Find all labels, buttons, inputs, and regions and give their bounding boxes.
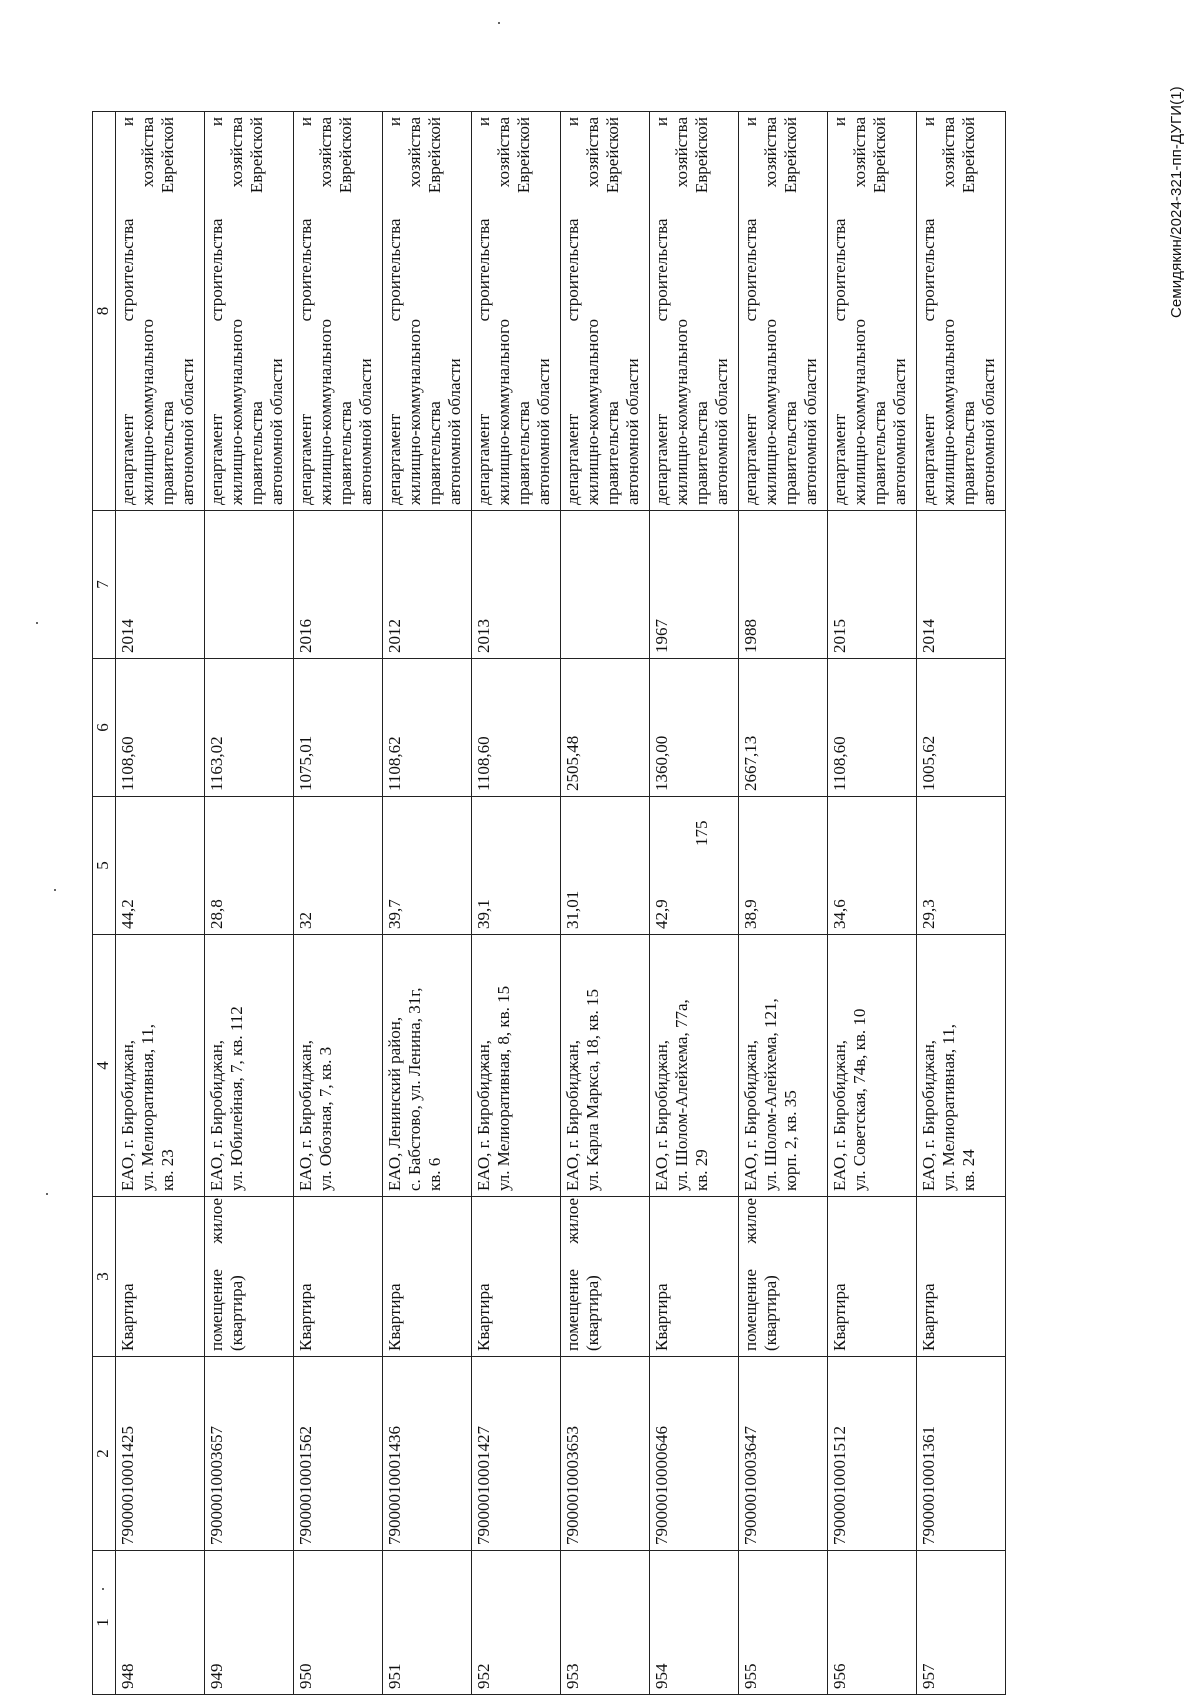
property-code: 79000010001436 <box>385 1426 404 1545</box>
table-row <box>116 112 205 1695</box>
document-code: Семидякин/2024-321-пп-ДУГИ(1) <box>1168 86 1185 318</box>
table-row <box>739 112 828 1695</box>
owner-line: правительства Еврейской <box>514 117 533 505</box>
property-value: 1108,60 <box>474 736 493 791</box>
table-row <box>294 112 383 1695</box>
col-header: 6 <box>93 659 116 797</box>
cell-address <box>116 935 205 1197</box>
cell-number <box>294 1551 383 1695</box>
cell-type <box>917 1197 1006 1357</box>
property-type-line: (квартира) <box>761 1275 780 1351</box>
cell-code <box>650 1357 739 1551</box>
cell-value <box>205 659 294 797</box>
property-type: Квартира <box>919 1283 938 1351</box>
scan-speck <box>498 22 500 24</box>
table-body <box>116 112 1006 1695</box>
col-header: 2 <box>93 1357 116 1551</box>
cell-area <box>561 797 650 935</box>
owner-line: автономной области <box>801 358 820 505</box>
property-code: 79000010001427 <box>474 1426 493 1545</box>
cell-value <box>383 659 472 797</box>
property-area: 39,1 <box>474 899 493 929</box>
owner-line: жилищно-коммунального хозяйства <box>405 117 424 505</box>
property-value: 1108,62 <box>385 736 404 791</box>
owner-line: департамент строительства и <box>296 117 315 505</box>
cell-address <box>561 935 650 1197</box>
row-number: 955 <box>741 1663 760 1689</box>
cell-address <box>294 935 383 1197</box>
scan-speck <box>46 1193 48 1195</box>
owner-line: автономной области <box>267 358 286 505</box>
property-value: 2667,13 <box>741 735 760 791</box>
table-row <box>917 112 1006 1695</box>
owner-line: жилищно-коммунального хозяйства <box>583 117 602 505</box>
cell-owner <box>116 112 205 511</box>
cell-area <box>294 797 383 935</box>
cell-value <box>472 659 561 797</box>
cell-area <box>650 797 739 935</box>
cell-year <box>561 511 650 659</box>
owner-line: департамент строительства и <box>919 117 938 505</box>
cell-owner <box>383 112 472 511</box>
cell-code <box>917 1357 1006 1551</box>
row-number: 956 <box>830 1663 849 1689</box>
property-type: Квартира <box>830 1283 849 1351</box>
owner-line: правительства Еврейской <box>336 117 355 505</box>
cell-number <box>561 1551 650 1695</box>
property-type-line: помещение <box>563 1269 582 1351</box>
cell-type <box>739 1197 828 1357</box>
owner-line: автономной области <box>712 358 731 505</box>
property-code: 79000010001512 <box>830 1426 849 1545</box>
table-row <box>650 112 739 1695</box>
table-row <box>205 112 294 1695</box>
cell-value <box>917 659 1006 797</box>
property-address: ЕАО, г. Биробиджан, ул. Шолом-Алейхема, 77а, кв. 29 <box>652 999 711 1191</box>
col-header: 3 <box>93 1197 116 1357</box>
owner-line: правительства Еврейской <box>692 117 711 505</box>
table-row <box>472 112 561 1695</box>
property-address: ЕАО, г. Биробиджан, ул. Шолом-Алейхема, 121, корп. 2, кв. 35 <box>741 998 800 1191</box>
property-type-line: помещение <box>741 1269 760 1351</box>
property-year: 2012 <box>385 619 404 653</box>
owner-line: департамент строительства и <box>563 117 582 505</box>
owner-line: департамент строительства и <box>118 117 137 505</box>
property-code: 79000010003657 <box>207 1426 226 1545</box>
property-address: ЕАО, г. Биробиджан, ул. Карла Маркса, 18, кв. 15 <box>563 988 602 1191</box>
cell-year <box>383 511 472 659</box>
property-year: 1988 <box>741 619 760 653</box>
cell-area <box>739 797 828 935</box>
property-year: 1967 <box>652 619 671 653</box>
owner-line: правительства Еврейской <box>158 117 177 505</box>
col-header: 4 <box>93 935 116 1197</box>
cell-number <box>739 1551 828 1695</box>
row-number: 949 <box>207 1663 226 1689</box>
cell-area <box>383 797 472 935</box>
cell-address <box>828 935 917 1197</box>
cell-value <box>561 659 650 797</box>
owner-line: жилищно-коммунального хозяйства <box>761 117 780 505</box>
owner-line: правительства Еврейской <box>781 117 800 505</box>
owner-line: жилищно-коммунального хозяйства <box>316 117 335 505</box>
owner-line: автономной области <box>979 358 998 505</box>
property-address: ЕАО, г. Биробиджан, ул. Советская, 74в, кв. 10 <box>830 1008 869 1191</box>
owner-line: жилищно-коммунального хозяйства <box>494 117 513 505</box>
cell-type <box>116 1197 205 1357</box>
row-number: 951 <box>385 1663 404 1689</box>
cell-owner <box>561 112 650 511</box>
cell-address <box>739 935 828 1197</box>
cell-number <box>116 1551 205 1695</box>
row-number: 957 <box>919 1663 938 1689</box>
cell-type <box>828 1197 917 1357</box>
property-area: 38,9 <box>741 899 760 929</box>
cell-owner <box>472 112 561 511</box>
table-row <box>383 112 472 1695</box>
property-year: 2014 <box>919 619 938 653</box>
owner-line: департамент строительства и <box>385 117 404 505</box>
property-type-tail: жилое <box>207 1198 226 1244</box>
header-row <box>93 112 116 1695</box>
cell-type <box>383 1197 472 1357</box>
owner-line: правительства Еврейской <box>603 117 622 505</box>
cell-type <box>472 1197 561 1357</box>
property-code: 79000010001425 <box>118 1426 137 1545</box>
property-value: 1108,60 <box>830 736 849 791</box>
owner-line: жилищно-коммунального хозяйства <box>672 117 691 505</box>
cell-value <box>739 659 828 797</box>
property-type-line: помещение <box>207 1269 226 1351</box>
cell-address <box>472 935 561 1197</box>
property-type-tail: жилое <box>741 1198 760 1244</box>
col-header: 8 <box>93 112 116 511</box>
cell-area <box>205 797 294 935</box>
cell-code <box>383 1357 472 1551</box>
property-area: 39,7 <box>385 899 404 929</box>
cell-area <box>116 797 205 935</box>
cell-year <box>294 511 383 659</box>
property-type-tail: жилое <box>563 1198 582 1244</box>
property-table <box>92 111 1006 1695</box>
cell-year <box>205 511 294 659</box>
property-code: 79000010000646 <box>652 1426 671 1545</box>
col-header: 7 <box>93 511 116 659</box>
row-number: 950 <box>296 1663 315 1689</box>
owner-line: департамент строительства и <box>741 117 760 505</box>
owner-line: департамент строительства и <box>474 117 493 505</box>
table-row <box>828 112 917 1695</box>
property-area: 44,2 <box>118 899 137 929</box>
cell-owner <box>917 112 1006 511</box>
col-header: 5 <box>93 797 116 935</box>
cell-address <box>383 935 472 1197</box>
cell-code <box>561 1357 650 1551</box>
owner-line: правительства Еврейской <box>870 117 889 505</box>
cell-code <box>828 1357 917 1551</box>
cell-year <box>917 511 1006 659</box>
cell-value <box>650 659 739 797</box>
cell-area <box>472 797 561 935</box>
cell-owner <box>650 112 739 511</box>
cell-address <box>917 935 1006 1197</box>
property-address: ЕАО, Ленинский район, с. Бабстово, ул. Ленина, 31г, кв. 6 <box>385 987 444 1191</box>
cell-value <box>294 659 383 797</box>
owner-line: автономной области <box>623 358 642 505</box>
page-number: 175 <box>692 820 711 846</box>
property-area: 34,6 <box>830 899 849 929</box>
property-address: ЕАО, г. Биробиджан, ул. Юбилейная, 7, кв. 112 <box>207 1006 246 1191</box>
property-type: Квартира <box>296 1283 315 1351</box>
cell-type <box>205 1197 294 1357</box>
cell-owner <box>828 112 917 511</box>
property-value: 1075,01 <box>296 735 315 791</box>
owner-line: правительства Еврейской <box>247 117 266 505</box>
rotated-table-wrapper <box>92 112 1195 1695</box>
owner-line: жилищно-коммунального хозяйства <box>138 117 157 505</box>
property-value: 1163,02 <box>207 736 226 791</box>
property-year: 2013 <box>474 619 493 653</box>
property-year: 2016 <box>296 619 315 653</box>
property-area: 42,9 <box>652 899 671 929</box>
property-address: ЕАО, г. Биробиджан, ул. Мелиоративная, 8, кв. 15 <box>474 985 513 1191</box>
cell-address <box>650 935 739 1197</box>
cell-code <box>294 1357 383 1551</box>
property-type: Квартира <box>385 1283 404 1351</box>
cell-number <box>205 1551 294 1695</box>
property-code: 79000010001562 <box>296 1426 315 1545</box>
cell-year <box>650 511 739 659</box>
owner-line: правительства Еврейской <box>959 117 978 505</box>
cell-code <box>116 1357 205 1551</box>
owner-line: автономной области <box>534 358 553 505</box>
property-type-line: (квартира) <box>227 1275 246 1351</box>
table-row <box>561 112 650 1695</box>
property-code: 79000010003653 <box>563 1426 582 1545</box>
owner-line: департамент строительства и <box>830 117 849 505</box>
cell-code <box>205 1357 294 1551</box>
property-year: 2015 <box>830 619 849 653</box>
property-area: 29,3 <box>919 899 938 929</box>
property-value: 1108,60 <box>118 736 137 791</box>
scan-speck <box>36 622 38 624</box>
property-code: 79000010001361 <box>919 1426 938 1545</box>
cell-value <box>116 659 205 797</box>
property-code: 79000010003647 <box>741 1426 760 1545</box>
cell-year <box>472 511 561 659</box>
cell-year <box>116 511 205 659</box>
cell-year <box>828 511 917 659</box>
cell-type <box>294 1197 383 1357</box>
owner-line: жилищно-коммунального хозяйства <box>939 117 958 505</box>
property-type: Квартира <box>118 1283 137 1351</box>
row-number: 954 <box>652 1663 671 1689</box>
cell-year <box>739 511 828 659</box>
cell-type <box>561 1197 650 1357</box>
property-address: ЕАО, г. Биробиджан, ул. Мелиоративная, 11, кв. 23 <box>118 1024 177 1191</box>
owner-line: жилищно-коммунального хозяйства <box>227 117 246 505</box>
owner-line: правительства Еврейской <box>425 117 444 505</box>
cell-number <box>472 1551 561 1695</box>
owner-line: автономной области <box>356 358 375 505</box>
owner-line: департамент строительства и <box>652 117 671 505</box>
property-type: Квартира <box>652 1283 671 1351</box>
cell-area <box>828 797 917 935</box>
scan-speck <box>54 889 56 891</box>
cell-code <box>739 1357 828 1551</box>
cell-number <box>828 1551 917 1695</box>
cell-number <box>917 1551 1006 1695</box>
property-address: ЕАО, г. Биробиджан, ул. Мелиоративная, 11, кв. 24 <box>919 1024 978 1191</box>
cell-type <box>650 1197 739 1357</box>
cell-number <box>650 1551 739 1695</box>
property-value: 1005,62 <box>919 735 938 791</box>
property-value: 1360,00 <box>652 735 671 791</box>
owner-line: департамент строительства и <box>207 117 226 505</box>
row-number: 953 <box>563 1663 582 1689</box>
cell-owner <box>739 112 828 511</box>
cell-address <box>205 935 294 1197</box>
cell-owner <box>205 112 294 511</box>
owner-line: автономной области <box>178 358 197 505</box>
col-header: 1 <box>93 1551 116 1695</box>
owner-line: автономной области <box>445 358 464 505</box>
cell-owner <box>294 112 383 511</box>
property-area: 28,8 <box>207 899 226 929</box>
cell-number <box>383 1551 472 1695</box>
cell-value <box>828 659 917 797</box>
property-address: ЕАО, г. Биробиджан, ул. Обозная, 7, кв. 3 <box>296 1039 335 1191</box>
cell-code <box>472 1357 561 1551</box>
owner-line: автономной области <box>890 358 909 505</box>
property-year: 2014 <box>118 619 137 653</box>
row-number: 952 <box>474 1663 493 1689</box>
property-area: 32 <box>296 912 315 929</box>
property-type-line: (квартира) <box>583 1275 602 1351</box>
property-area: 31,01 <box>563 890 582 929</box>
row-number: 948 <box>118 1663 137 1689</box>
cell-area <box>917 797 1006 935</box>
property-value: 2505,48 <box>563 735 582 791</box>
owner-line: жилищно-коммунального хозяйства <box>850 117 869 505</box>
property-type: Квартира <box>474 1283 493 1351</box>
